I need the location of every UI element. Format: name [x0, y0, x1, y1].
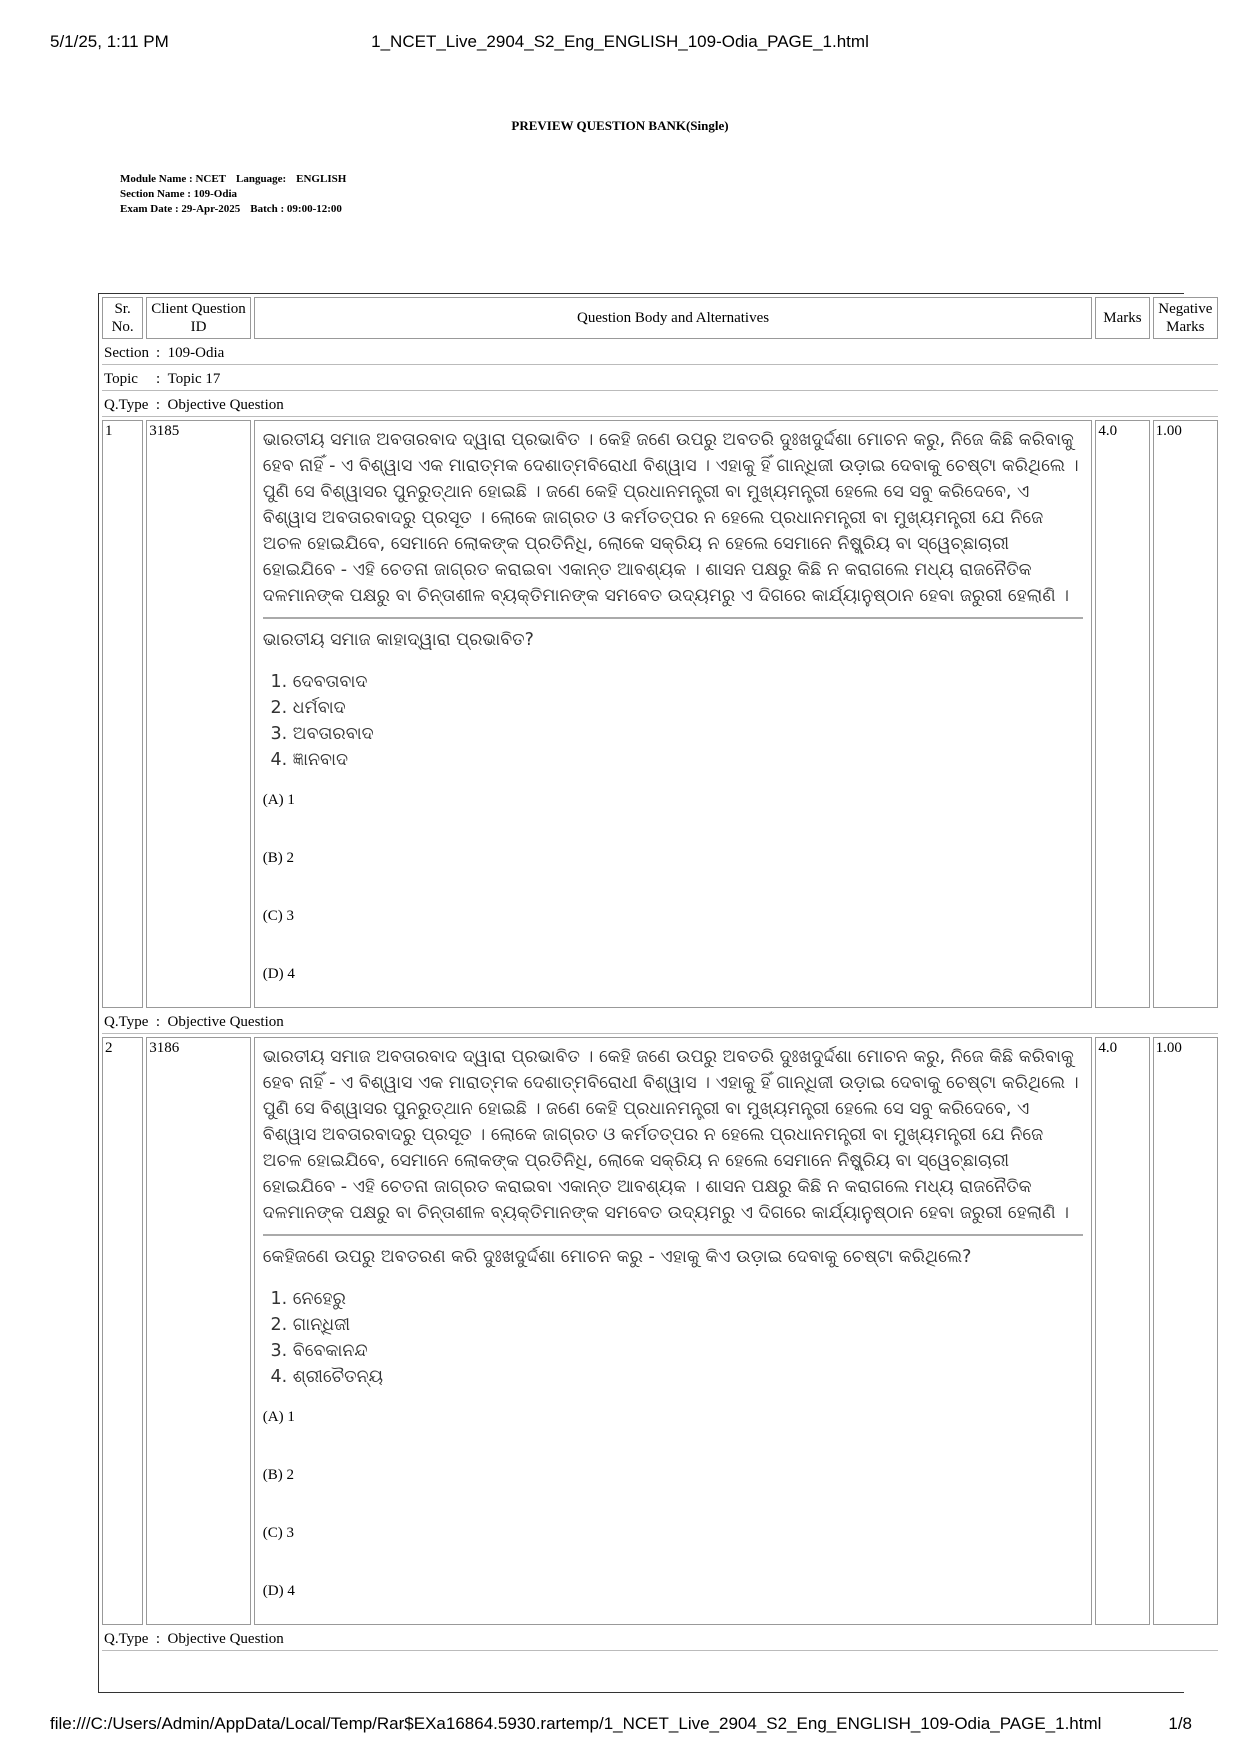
- qtype-row: Q.Type : Objective Question: [102, 394, 1218, 417]
- passage-text: ଭାରତୀୟ ସମାଜ ଅବତାରବାଦ ଦ୍ୱାରା ପ୍ରଭାବିତ । କେହି ଜଣେ ଉପରୁ ଅବତରି ଦୁଃଖଦୁର୍ଦ୍ଦଶା ମୋଚନ କରୁ, ନିଜେ କିଛି କରିବାକୁ ହେବ ନାହିଁ - ଏ ବିଶ୍ୱାସ ଏକ ମାରାତ୍ମକ ଦେଶାତ୍ମବିରୋଧୀ ବିଶ୍ୱାସ । ଏହାକୁ ହିଁ ଗାନ୍ଧିଜୀ ଉଡ଼ାଇ ଦେବାକୁ ଚେଷ୍ଟା କରିଥିଲେ । ପୁଣି ସେ ବିଶ୍ୱାସର ପୁନରୁତ୍‌ଥାନ ହୋଇଛି । ଜଣେ କେହି ପ୍ରଧାନମନ୍ତ୍ରୀ ବା ମୁଖ୍ୟମନ୍ତ୍ରୀ ହେଲେ ସେ ସବୁ କରିଦେବେ, ଏ ବିଶ୍ୱାସ ଅବତାରବାଦରୁ ପ୍ରସୂତ । ଲୋକେ ଜାଗ୍ରତ ଓ କର୍ମତତ୍ପର ନ ହେଲେ ପ୍ରଧାନମନ୍ତ୍ରୀ ବା ମୁଖ୍ୟମନ୍ତ୍ରୀ ଯେ ନିଜେ ଅଚଳ ହୋଇଯିବେ, ସେମାନେ ଲୋକଙ୍କ ପ୍ରତିନିଧି, ଲୋକେ ସକ୍ରିୟ ନ ହେଲେ ସେମାନେ ନିଷ୍କ୍ରିୟ ବା ସ୍ୱେଚ୍ଛାଚାରୀ ହୋଇଯିବେ - ଏହି ଚେତନା ଜାଗ୍ରତ କରାଇବା ଏକାନ୍ତ ଆବଶ୍ୟକ । ଶାସନ ପକ୍ଷରୁ କିଛି ନ କରାଗଲେ ମଧ୍ୟ ରାଜନୈତିକ ଦଳମାନଙ୍କ ପକ୍ଷରୁ ବା ଚିନ୍ତାଶୀଳ ବ୍ୟକ୍ତିମାନଙ୍କ ସମବେତ ଉଦ୍ୟମରୁ ଏ ଦିଗରେ କାର୍ଯ୍ୟାନୁଷ୍ଠାନ ହେବା ଜରୁରୀ ହେଲାଣି ।: [262, 1047, 1079, 1223]
- option-item: 1. ଦେବତାବାଦ: [293, 669, 1084, 695]
- header-negative-marks: Negative Marks: [1153, 297, 1218, 339]
- answer-choice: (C) 3: [262, 1525, 295, 1541]
- answer-choice: (A) 1: [262, 1409, 295, 1425]
- client-question-id: 3185: [146, 420, 251, 1008]
- print-datetime: 5/1/25, 1:11 PM: [50, 32, 169, 51]
- option-list: [263, 1286, 1084, 1390]
- client-question-id: 3186: [146, 1037, 251, 1625]
- header-question-body: Question Body and Alternatives: [254, 297, 1093, 339]
- marks-value: 4.0: [1095, 1037, 1149, 1625]
- answer-choice: (D) 4: [262, 1583, 295, 1599]
- option-item: 4. ଜ୍ଞାନବାଦ: [293, 747, 1084, 773]
- divider: [263, 1234, 1084, 1236]
- answer-choice: (A) 1: [262, 792, 295, 808]
- qtype-row: Q.Type : Objective Question: [102, 1011, 1218, 1034]
- table-row: [102, 420, 1218, 1008]
- answer-choice: (B) 2: [262, 850, 295, 866]
- header-client-question-id: Client Question ID: [146, 297, 251, 339]
- print-document-title: 1_NCET_Live_2904_S2_Eng_ENGLISH_109-Odia_PAGE_1.html: [371, 32, 869, 51]
- exam-meta: [120, 172, 346, 217]
- section-row: Section : 109-Odia: [102, 342, 1218, 365]
- question-text: ଭାରତୀୟ ସମାଜ କାହାଦ୍ୱାରା ପ୍ରଭାବିତ?: [262, 630, 534, 650]
- divider: [263, 617, 1084, 619]
- option-list: [263, 669, 1084, 773]
- qtype-row: Q.Type : Objective Question: [102, 1628, 1218, 1651]
- negative-marks-value: 1.00: [1153, 1037, 1218, 1625]
- answer-choice: (C) 3: [262, 908, 295, 924]
- negative-marks-value: 1.00: [1153, 420, 1218, 1008]
- exam-date: Exam Date : 29-Apr-2025: [120, 203, 241, 215]
- language-value: ENGLISH: [296, 173, 347, 185]
- option-item: 3. ଅବତାରବାଦ: [293, 721, 1084, 747]
- passage-text: ଭାରତୀୟ ସମାଜ ଅବତାରବାଦ ଦ୍ୱାରା ପ୍ରଭାବିତ । କେହି ଜଣେ ଉପରୁ ଅବତରି ଦୁଃଖଦୁର୍ଦ୍ଦଶା ମୋଚନ କରୁ, ନିଜେ କିଛି କରିବାକୁ ହେବ ନାହିଁ - ଏ ବିଶ୍ୱାସ ଏକ ମାରାତ୍ମକ ଦେଶାତ୍ମବିରୋଧୀ ବିଶ୍ୱାସ । ଏହାକୁ ହିଁ ଗାନ୍ଧିଜୀ ଉଡ଼ାଇ ଦେବାକୁ ଚେଷ୍ଟା କରିଥିଲେ । ପୁଣି ସେ ବିଶ୍ୱାସର ପୁନରୁତ୍‌ଥାନ ହୋଇଛି । ଜଣେ କେହି ପ୍ରଧାନମନ୍ତ୍ରୀ ବା ମୁଖ୍ୟମନ୍ତ୍ରୀ ହେଲେ ସେ ସବୁ କରିଦେବେ, ଏ ବିଶ୍ୱାସ ଅବତାରବାଦରୁ ପ୍ରସୂତ । ଲୋକେ ଜାଗ୍ରତ ଓ କର୍ମତତ୍ପର ନ ହେଲେ ପ୍ରଧାନମନ୍ତ୍ରୀ ବା ମୁଖ୍ୟମନ୍ତ୍ରୀ ଯେ ନିଜେ ଅଚଳ ହୋଇଯିବେ, ସେମାନେ ଲୋକଙ୍କ ପ୍ରତିନିଧି, ଲୋକେ ସକ୍ରିୟ ନ ହେଲେ ସେମାନେ ନିଷ୍କ୍ରିୟ ବା ସ୍ୱେଚ୍ଛାଚାରୀ ହୋଇଯିବେ - ଏହି ଚେତନା ଜାଗ୍ରତ କରାଇବା ଏକାନ୍ତ ଆବଶ୍ୟକ । ଶାସନ ପକ୍ଷରୁ କିଛି ନ କରାଗଲେ ମଧ୍ୟ ରାଜନୈତିକ ଦଳମାନଙ୍କ ପକ୍ଷରୁ ବା ଚିନ୍ତାଶୀଳ ବ୍ୟକ୍ତିମାନଙ୍କ ସମବେତ ଉଦ୍ୟମରୁ ଏ ଦିଗରେ କାର୍ଯ୍ୟାନୁଷ୍ଠାନ ହେବା ଜରୁରୀ ହେଲାଣି ।: [262, 430, 1079, 606]
- answer-choice: (D) 4: [262, 966, 295, 982]
- answer-choice: (B) 2: [262, 1467, 295, 1483]
- print-page-counter: 1/8: [1168, 1714, 1192, 1733]
- marks-value: 4.0: [1095, 420, 1149, 1008]
- table-row: [102, 1037, 1218, 1625]
- question-body: [254, 420, 1093, 1008]
- option-item: 3. ବିବେକାନନ୍ଦ: [293, 1338, 1084, 1364]
- header-marks: Marks: [1095, 297, 1149, 339]
- page-title: PREVIEW QUESTION BANK(Single): [511, 118, 729, 133]
- option-item: 1. ନେହେରୁ: [293, 1286, 1084, 1312]
- question-text: କେହିଜଣେ ଉପରୁ ଅବତରଣ କରି ଦୁଃଖଦୁର୍ଦ୍ଦଶା ମୋଚନ କରୁ - ଏହାକୁ କିଏ ଉଡ଼ାଇ ଦେବାକୁ ଚେଷ୍ଟା କରିଥିଲେ?: [262, 1247, 972, 1267]
- section-name: Section Name : 109-Odia: [120, 188, 238, 200]
- sr-no: 2: [102, 1037, 143, 1625]
- option-item: 4. ଶ୍ରୀଚୈତନ୍ୟ: [293, 1364, 1084, 1390]
- batch: Batch : 09:00-12:00: [250, 203, 342, 215]
- option-item: 2. ଧର୍ମବାଦ: [293, 695, 1084, 721]
- header-sr-no: Sr. No.: [102, 297, 143, 339]
- module-name: Module Name : NCET: [120, 173, 227, 185]
- topic-row: Topic : Topic 17: [102, 368, 1218, 391]
- question-table: [98, 293, 1213, 1693]
- sr-no: 1: [102, 420, 143, 1008]
- print-file-path: file:///C:/Users/Admin/AppData/Local/Temp/Rar$EXa16864.5930.rartemp/1_NCET_Live_2904_S2_Eng_ENGLISH_109-Odia_PAGE_1.html: [50, 1714, 1102, 1733]
- option-item: 2. ଗାନ୍ଧିଜୀ: [293, 1312, 1084, 1338]
- language-label: Language:: [236, 173, 287, 185]
- question-body: [254, 1037, 1093, 1625]
- table-header-row: [102, 297, 1218, 339]
